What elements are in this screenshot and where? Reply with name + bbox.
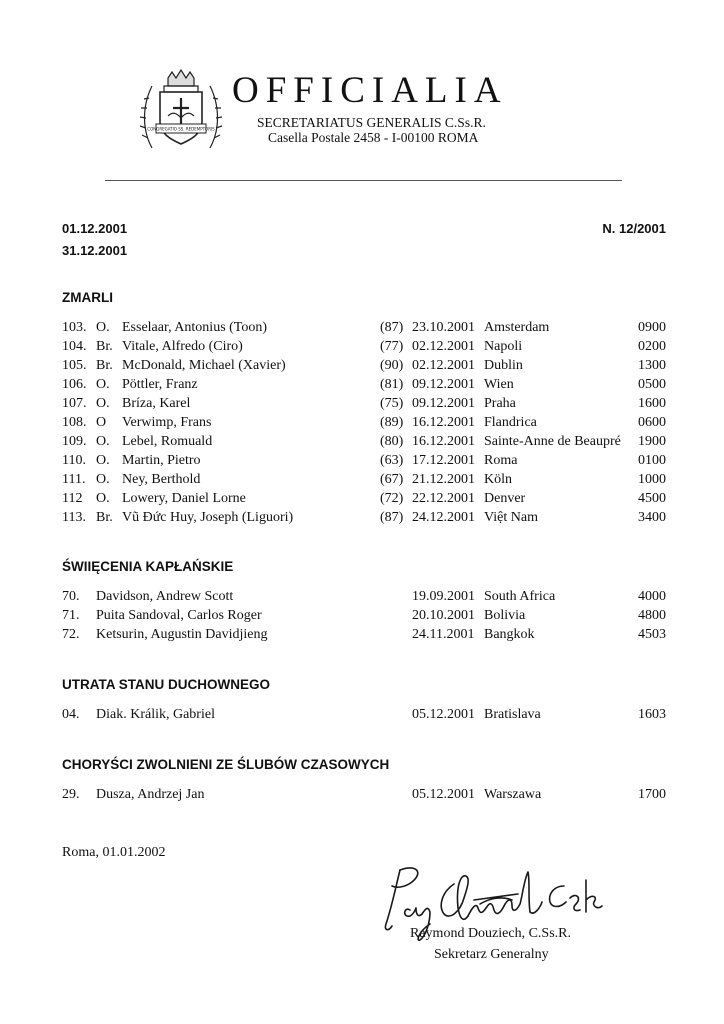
entry-number: 105. [62, 358, 87, 373]
entry-code: 1700 [638, 787, 666, 802]
section-heading-released-vows: CHORYŚCI ZWOLNIENI ZE ŚLUBÓW CZASOWYCH [62, 757, 390, 772]
section-heading-deceased: ZMARLI [62, 290, 113, 305]
deceased-row [62, 356, 666, 375]
entry-place: Flandrica [484, 415, 537, 430]
entry-date: 02.12.2001 [412, 339, 475, 354]
entry-date: 19.09.2001 [412, 589, 475, 604]
entry-code: 1900 [638, 434, 666, 449]
entry-code: 4503 [638, 627, 666, 642]
document-title: OFFICIALIA [232, 70, 508, 111]
entry-title: O. [96, 491, 110, 506]
entry-name: Bríza, Karel [122, 396, 191, 411]
entry-date: 21.12.2001 [412, 472, 475, 487]
entry-date: 17.12.2001 [412, 453, 475, 468]
entry-number: 107. [62, 396, 87, 411]
entry-number: 106. [62, 377, 87, 392]
entry-number: 04. [62, 707, 80, 722]
secretariat-name: SECRETARIATUS GENERALIS C.Ss.R. [257, 115, 486, 130]
entry-code: 4500 [638, 491, 666, 506]
entry-number: 71. [62, 608, 80, 623]
header-divider [105, 180, 622, 181]
entry-date: 05.12.2001 [412, 707, 475, 722]
entry-date: 24.11.2001 [412, 627, 475, 642]
date-to: 31.12.2001 [62, 243, 128, 258]
entry-number: 70. [62, 589, 80, 604]
released-vows-row [62, 785, 666, 804]
entry-name: Martin, Pietro [122, 453, 201, 468]
entry-title: O [96, 415, 107, 430]
entry-number: 108. [62, 415, 87, 430]
entry-age: (77) [380, 339, 404, 354]
section-heading-clerical-loss: UTRATA STANU DUCHOWNEGO [62, 677, 270, 692]
signer-role: Sekretarz Generalny [434, 947, 549, 962]
entry-code: 1603 [638, 707, 666, 722]
deceased-row [62, 451, 666, 470]
deceased-row [62, 432, 666, 451]
entry-name: Ketsurin, Augustin Davidjieng [96, 627, 268, 642]
entry-number: 110. [62, 453, 86, 468]
entry-date: 20.10.2001 [412, 608, 475, 623]
entry-code: 0200 [638, 339, 666, 354]
entry-number: 113. [62, 510, 86, 525]
entry-name: Esselaar, Antonius (Toon) [122, 320, 268, 335]
entry-place: Wien [484, 377, 514, 392]
entry-place: Praha [484, 396, 516, 411]
entry-age: (63) [380, 453, 404, 468]
entry-age: (87) [380, 510, 404, 525]
entry-place: Bangkok [484, 627, 535, 642]
deceased-row [62, 318, 666, 337]
entry-code: 0100 [638, 453, 666, 468]
entry-name: Ney, Berthold [122, 472, 201, 487]
entry-number: 111. [62, 472, 86, 487]
entry-date: 24.12.2001 [412, 510, 475, 525]
entry-code: 0500 [638, 377, 666, 392]
entry-number: 103. [62, 320, 87, 335]
entry-date: 16.12.2001 [412, 434, 475, 449]
entry-date: 05.12.2001 [412, 787, 475, 802]
entry-place: Dublin [484, 358, 523, 373]
entry-age: (80) [380, 434, 404, 449]
entry-age: (72) [380, 491, 404, 506]
entry-place: Amsterdam [484, 320, 550, 335]
entry-title: O. [96, 396, 110, 411]
entry-code: 0600 [638, 415, 666, 430]
entry-date: 02.12.2001 [412, 358, 475, 373]
date-from: 01.12.2001 [62, 221, 128, 236]
entry-code: 1600 [638, 396, 666, 411]
entry-place: Roma [484, 453, 518, 468]
entry-age: (75) [380, 396, 404, 411]
logo-motto-text: CONGREGATIO SS. REDEMPTORIS [147, 126, 215, 132]
deceased-row [62, 508, 666, 527]
entry-number: 104. [62, 339, 87, 354]
entry-name: Verwimp, Frans [122, 415, 212, 430]
entry-place: Bratislava [484, 707, 541, 722]
entry-title: O. [96, 320, 110, 335]
entry-age: (81) [380, 377, 404, 392]
ordination-row [62, 606, 666, 625]
entry-code: 4000 [638, 589, 666, 604]
entry-date: 23.10.2001 [412, 320, 475, 335]
entry-number: 72. [62, 627, 80, 642]
entry-title: O. [96, 472, 110, 487]
deceased-row [62, 470, 666, 489]
entry-title: Br. [96, 358, 113, 373]
entry-place: Köln [484, 472, 512, 487]
congregation-coat-of-arms-logo [138, 68, 224, 154]
entry-name: Pöttler, Franz [122, 377, 198, 392]
deceased-row [62, 413, 666, 432]
entry-title: O. [96, 377, 110, 392]
entry-date: 16.12.2001 [412, 415, 475, 430]
entry-name: Diak. Králik, Gabriel [96, 707, 215, 722]
deceased-row [62, 394, 666, 413]
section-heading-ordinations: ŚWIIĘCENIA KAPŁAŃSKIE [62, 559, 234, 574]
entry-date: 22.12.2001 [412, 491, 475, 506]
signer-name: Raymond Douziech, C.Ss.R. [410, 926, 571, 941]
deceased-row [62, 489, 666, 508]
entry-name: Vitale, Alfredo (Ciro) [122, 339, 243, 354]
deceased-row [62, 337, 666, 356]
entry-place: South Africa [484, 589, 556, 604]
entry-name: Dusza, Andrzej Jan [96, 787, 205, 802]
entry-title: Br. [96, 510, 113, 525]
clerical-loss-row [62, 705, 666, 724]
deceased-row [62, 375, 666, 394]
entry-place: Warszawa [484, 787, 542, 802]
entry-title: O. [96, 434, 110, 449]
entry-name: Lebel, Romuald [122, 434, 213, 449]
postal-address: Casella Postale 2458 - I-00100 ROMA [268, 130, 479, 145]
entry-name: Puita Sandoval, Carlos Roger [96, 608, 262, 623]
entry-name: Davidson, Andrew Scott [96, 589, 234, 604]
entry-place: Bolivia [484, 608, 526, 623]
entry-age: (67) [380, 472, 404, 487]
entry-date: 09.12.2001 [412, 377, 475, 392]
entry-number: 112 [62, 491, 83, 506]
entry-code: 1300 [638, 358, 666, 373]
entry-place: Denver [484, 491, 526, 506]
entry-place: Sainte-Anne de Beaupré [484, 434, 621, 449]
entry-code: 3400 [638, 510, 666, 525]
entry-age: (89) [380, 415, 404, 430]
entry-title: O. [96, 453, 110, 468]
entry-number: 29. [62, 787, 80, 802]
ordination-row [62, 587, 666, 606]
entry-age: (90) [380, 358, 404, 373]
entry-name: McDonald, Michael (Xavier) [122, 358, 286, 373]
entry-code: 4800 [638, 608, 666, 623]
entry-code: 0900 [638, 320, 666, 335]
entry-title: Br. [96, 339, 113, 354]
entry-code: 1000 [638, 472, 666, 487]
issue-number: N. 12/2001 [602, 221, 666, 236]
entry-name: Vũ Đức Huy, Joseph (Liguori) [122, 510, 294, 525]
entry-place: Napoli [484, 339, 523, 354]
entry-age: (87) [380, 320, 404, 335]
place-and-date: Roma, 01.01.2002 [62, 845, 166, 860]
entry-place: Việt Nam [484, 510, 538, 525]
entry-number: 109. [62, 434, 87, 449]
ordination-row [62, 625, 666, 644]
entry-date: 09.12.2001 [412, 396, 475, 411]
entry-name: Lowery, Daniel Lorne [122, 491, 246, 506]
